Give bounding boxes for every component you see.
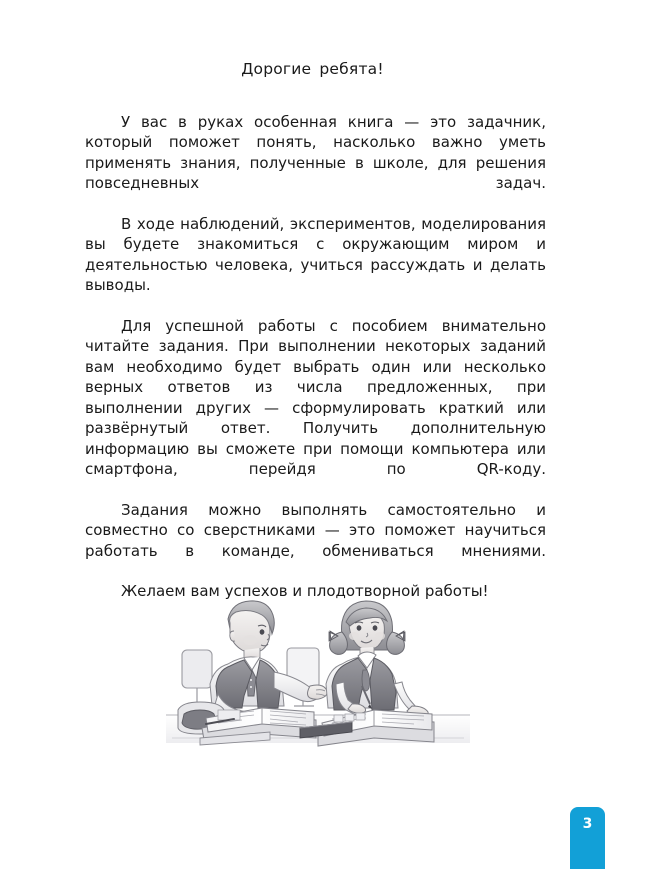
closing-paragraph: Желаем вам успехов и плодотворной работы!: [121, 582, 489, 601]
page-number-tab: [570, 807, 605, 869]
page-title: Дорогие ребята!: [241, 60, 384, 78]
paragraph: Задания можно выполнять самостоятельно и совместно со сверстниками — это поможет научиться работать в команде, обмениваться мнениями.: [85, 500, 546, 560]
body-text-column: [85, 112, 546, 602]
paragraph: В ходе наблюдений, экспериментов, моделирования вы будете знакомиться с окружающим миром и деятельностью человека, учиться рассуждать и делать выводы.: [85, 215, 546, 295]
two-schoolchildren-illustration: [166, 588, 470, 750]
girl-figure: [326, 601, 428, 717]
paragraph: Для успешной работы с пособием внимательно читайте задания. При выполнении некоторых заданий вам необходимо будет выбрать один или несколько верных ответов из числа предложенных, при выполнении других — сформулировать краткий или развёрнутый ответ. Получить дополнительную информацию вы сможете при помощи компьютера или смартфона, перейдя по QR-коду.: [85, 317, 546, 478]
page-number: 3: [582, 816, 593, 832]
illustration-group: [166, 601, 470, 746]
paragraph: У вас в руках особенная книга — это задачник, который поможет понять, насколько важно уметь применять знания, полученные в школе, для решения повседневных задач.: [85, 113, 546, 193]
